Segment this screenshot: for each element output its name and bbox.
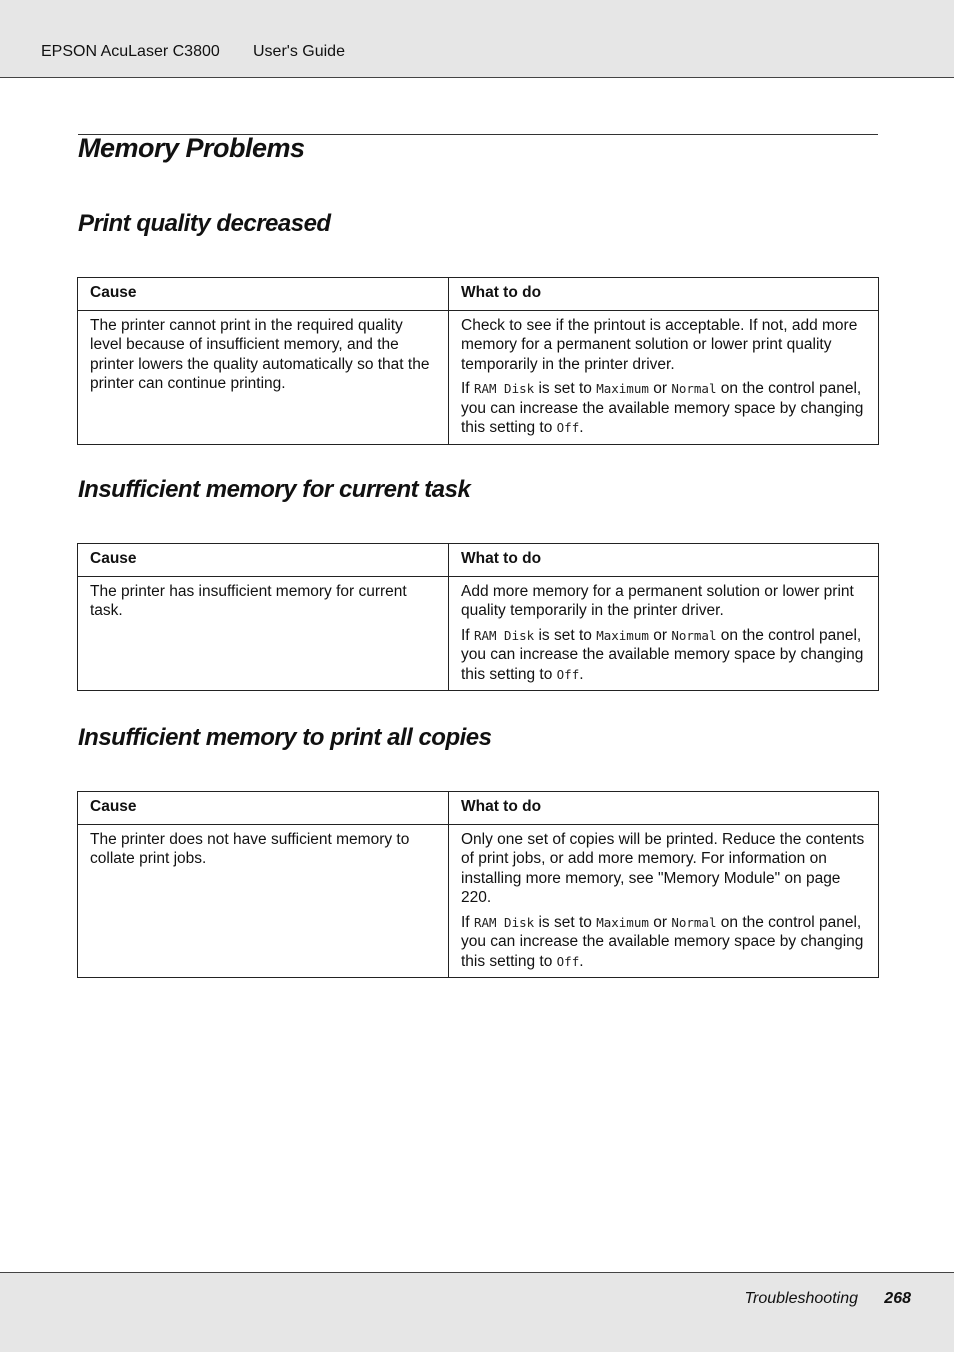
setting-off: Off	[556, 666, 580, 682]
table-print-quality	[77, 277, 879, 445]
table-row	[78, 576, 879, 691]
setting-maximum: Maximum	[596, 381, 649, 396]
footer-section-name: Troubleshooting	[744, 1290, 858, 1307]
setting-normal: Normal	[671, 381, 717, 396]
note-or: or	[653, 626, 667, 644]
table-all-copies	[77, 791, 879, 978]
cause-text: The printer has insufficient memory for current task.	[90, 582, 407, 619]
table-header-row	[78, 544, 879, 577]
what-to-do-cell	[449, 824, 879, 978]
note-end: .	[579, 419, 584, 436]
what-to-do-cell	[449, 310, 879, 444]
section-title-all-copies: Insufficient memory to print all copies	[78, 724, 492, 751]
setting-normal: Normal	[671, 914, 717, 930]
table-current-task	[77, 543, 879, 691]
what-to-do-text: Only one set of copies will be printed. Reduce the contents of print jobs, or add more memory. For information on installing more memory, see "Memory Module" on page 220.	[461, 830, 865, 906]
page-footer	[0, 1272, 954, 1352]
setting-off: Off	[556, 953, 580, 969]
section-title-print-quality: Print quality decreased	[78, 210, 331, 237]
note-is-set-to: is set to	[538, 626, 592, 644]
setting-normal: Normal	[671, 627, 717, 643]
setting-maximum: Maximum	[596, 627, 649, 643]
cause-cell	[78, 824, 449, 978]
note-end: .	[579, 952, 584, 970]
note-or: or	[653, 913, 667, 931]
table-row	[78, 310, 879, 444]
what-to-do-cell	[449, 576, 879, 691]
setting-note	[461, 626, 866, 685]
what-to-do-text: Add more memory for a permanent solution or lower print quality temporarily in the printer driver.	[461, 582, 854, 619]
table-header-row	[78, 278, 879, 311]
section-title-current-task: Insufficient memory for current task	[78, 476, 471, 503]
column-header-cause: Cause	[78, 278, 449, 311]
setting-note	[461, 379, 866, 438]
guide-name: User's Guide	[253, 43, 345, 60]
cause-text: The printer cannot print in the required quality level because of insufficient memory, and the printer lowers the quality automatically so that the printer can continue printing.	[90, 316, 430, 392]
cause-text: The printer does not have sufficient memory to collate print jobs.	[90, 830, 410, 867]
note-if: If	[461, 913, 470, 931]
note-tail: on the control panel, you can increase the available memory space by changing this setting to	[461, 913, 864, 970]
setting-off: Off	[556, 420, 580, 435]
note-end: .	[579, 665, 584, 683]
note-is-set-to: is set to	[538, 380, 592, 397]
cause-cell	[78, 310, 449, 444]
document-title: EPSON AcuLaser C3800	[41, 43, 220, 60]
page-number: 268	[884, 1290, 911, 1307]
setting-ram-disk: RAM Disk	[473, 914, 535, 930]
column-header-what-to-do: What to do	[449, 792, 879, 825]
setting-maximum: Maximum	[596, 914, 649, 930]
column-header-cause: Cause	[78, 544, 449, 577]
page-title: Memory Problems	[78, 133, 305, 163]
what-to-do-text: Check to see if the printout is acceptable. If not, add more memory for a permanent solution or lower print quality temporarily in the printer driver.	[461, 316, 858, 373]
cause-cell	[78, 576, 449, 691]
note-tail: on the control panel, you can increase the available memory space by changing this setting to	[461, 626, 864, 683]
note-or: or	[653, 380, 667, 397]
column-header-what-to-do: What to do	[449, 544, 879, 577]
note-tail: on the control panel, you can increase the available memory space by changing this setting to	[461, 380, 864, 436]
column-header-cause: Cause	[78, 792, 449, 825]
note-if: If	[461, 380, 470, 397]
column-header-what-to-do: What to do	[449, 278, 879, 311]
note-if: If	[461, 626, 470, 644]
table-row	[78, 824, 879, 978]
page-header	[0, 0, 954, 78]
setting-note	[461, 913, 866, 972]
note-is-set-to: is set to	[538, 913, 592, 931]
setting-ram-disk: RAM Disk	[473, 381, 535, 396]
setting-ram-disk: RAM Disk	[473, 627, 535, 643]
table-header-row	[78, 792, 879, 825]
